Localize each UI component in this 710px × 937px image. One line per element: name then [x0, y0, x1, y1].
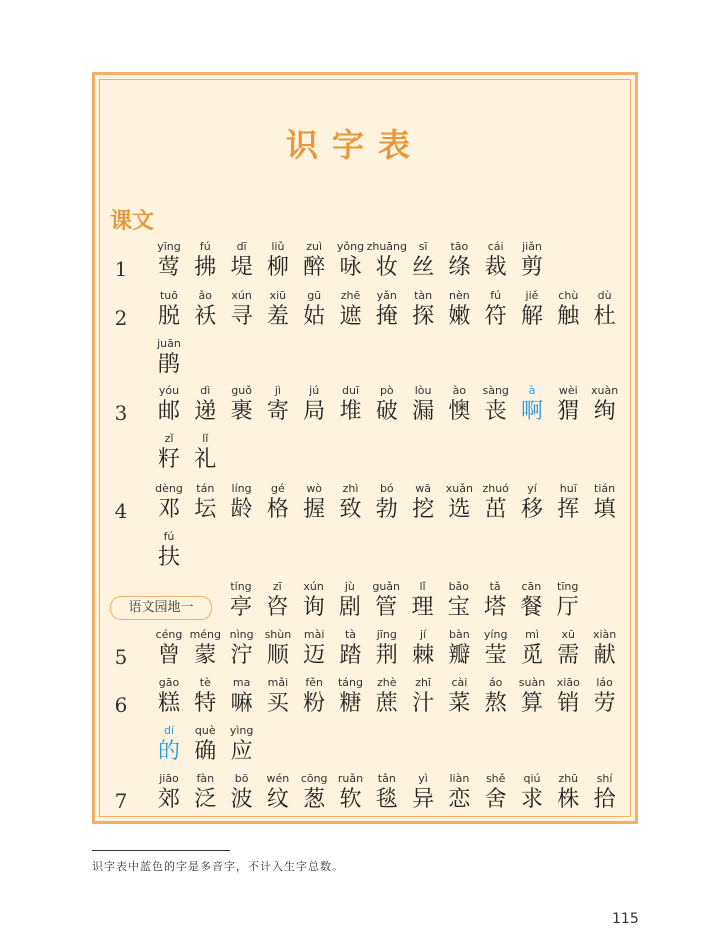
pinyin: láo	[596, 676, 613, 689]
hanzi: 迈	[303, 643, 326, 668]
pinyin: fú	[199, 240, 211, 253]
hanzi: 解	[520, 304, 543, 329]
pinyin: tāo	[450, 240, 469, 253]
pinyin: juān	[157, 337, 181, 350]
pinyin: líng	[231, 482, 252, 495]
hanzi: 裹	[230, 399, 253, 424]
hanzi: 算	[520, 691, 543, 716]
hanzi: 堤	[230, 255, 253, 280]
pinyin: tián	[594, 482, 616, 495]
hanzi: 嘛	[230, 691, 253, 716]
hanzi: 莺	[157, 255, 180, 280]
hanzi: 劳	[593, 691, 616, 716]
hanzi: 堆	[339, 399, 362, 424]
pinyin: sī	[418, 240, 428, 253]
hanzi: 挖	[412, 497, 435, 522]
hanzi: 妆	[375, 255, 398, 280]
hanzi: 致	[339, 497, 362, 522]
pinyin: nìng	[229, 628, 254, 641]
pinyin: xiū	[269, 289, 287, 302]
hanzi: 糕	[157, 691, 180, 716]
hanzi: 餐	[520, 595, 543, 620]
lesson-number: 2	[114, 306, 128, 330]
pinyin: wèi	[558, 384, 578, 397]
pinyin: chù	[558, 289, 579, 302]
hanzi: 杜	[593, 304, 616, 329]
pinyin: bǎo	[448, 580, 470, 593]
hanzi: 猬	[557, 399, 580, 424]
pinyin: zhuāng	[366, 240, 407, 253]
pinyin: zhì	[342, 482, 359, 495]
hanzi: 汁	[412, 691, 435, 716]
hanzi: 泞	[230, 643, 253, 668]
pinyin: jīng	[376, 628, 397, 641]
hanzi: 填	[593, 497, 616, 522]
pinyin: zhī	[415, 676, 431, 689]
lesson-number: 7	[114, 789, 128, 813]
pinyin: táng	[337, 676, 363, 689]
hanzi: 局	[303, 399, 326, 424]
pinyin: dí	[163, 724, 175, 737]
pinyin: yǒng	[336, 240, 365, 253]
pinyin: zǐ	[164, 432, 174, 445]
lesson-number: 1	[114, 257, 128, 281]
pinyin: xún	[303, 580, 324, 593]
hanzi: 掩	[375, 304, 398, 329]
hanzi: 格	[266, 497, 289, 522]
hanzi: 确	[194, 739, 217, 764]
hanzi: 选	[448, 497, 471, 522]
hanzi: 的	[157, 739, 180, 764]
pinyin: jú	[309, 384, 320, 397]
hanzi: 脱	[157, 304, 180, 329]
hanzi: 泛	[194, 787, 217, 812]
hanzi: 握	[303, 497, 326, 522]
pinyin: tǎn	[377, 772, 396, 785]
pinyin: duī	[341, 384, 359, 397]
hanzi: 邮	[157, 399, 180, 424]
hanzi: 递	[194, 399, 217, 424]
hanzi: 鹃	[157, 352, 180, 377]
hanzi: 触	[557, 304, 580, 329]
hanzi: 拾	[593, 787, 616, 812]
hanzi: 求	[520, 787, 543, 812]
character-cell	[587, 384, 623, 428]
pinyin: cān	[521, 580, 542, 593]
hanzi: 舍	[484, 787, 507, 812]
character-cell	[587, 772, 623, 816]
pinyin: xuàn	[590, 384, 619, 397]
hanzi: 寻	[230, 304, 253, 329]
character-cell	[151, 530, 187, 574]
pinyin: yǎn	[376, 289, 397, 302]
pinyin: ǎo	[198, 289, 213, 302]
pinyin: mì	[525, 628, 539, 641]
pinyin: liàn	[449, 772, 470, 785]
pinyin: liǔ	[271, 240, 285, 253]
character-cell	[587, 628, 623, 672]
hanzi: 买	[266, 691, 289, 716]
pinyin: fěn	[305, 676, 323, 689]
pinyin: ma	[232, 676, 251, 689]
pinyin: suàn	[518, 676, 546, 689]
pinyin: gé	[271, 482, 285, 495]
pinyin: zhū	[558, 772, 579, 785]
pinyin: tíng	[230, 580, 252, 593]
hanzi: 蔗	[375, 691, 398, 716]
page-number: 115	[612, 911, 639, 927]
pinyin: dì	[200, 384, 211, 397]
pinyin: lòu	[414, 384, 432, 397]
pinyin: mǎi	[267, 676, 289, 689]
pinyin: zhē	[340, 289, 361, 302]
character-cell	[514, 240, 550, 284]
pinyin: bō	[234, 772, 249, 785]
hanzi: 礼	[194, 447, 217, 472]
pinyin: cài	[451, 676, 468, 689]
hanzi: 嫩	[448, 304, 471, 329]
hanzi: 恋	[448, 787, 471, 812]
pinyin: dù	[597, 289, 612, 302]
hanzi: 询	[302, 595, 325, 620]
footnote-rule	[92, 850, 230, 851]
hanzi: 柳	[266, 255, 289, 280]
hanzi: 丧	[484, 399, 507, 424]
hanzi: 厅	[556, 595, 579, 620]
pinyin: xū	[561, 628, 576, 641]
pinyin: wā	[415, 482, 431, 495]
hanzi: 销	[557, 691, 580, 716]
hanzi: 破	[375, 399, 398, 424]
character-cell	[151, 337, 187, 381]
hanzi: 扶	[157, 545, 180, 570]
pinyin: jù	[344, 580, 355, 593]
pinyin: yì	[418, 772, 428, 785]
hanzi: 管	[375, 595, 398, 620]
hanzi: 理	[411, 595, 434, 620]
character-cell	[587, 482, 623, 526]
pinyin: zhuó	[482, 482, 509, 495]
hanzi: 亭	[229, 595, 252, 620]
hanzi: 醉	[303, 255, 326, 280]
character-cell	[224, 724, 260, 768]
hanzi: 裁	[484, 255, 507, 280]
hanzi: 懊	[448, 399, 471, 424]
pinyin: yóu	[158, 384, 180, 397]
hanzi: 符	[484, 304, 507, 329]
pinyin: gū	[307, 289, 322, 302]
hanzi: 熬	[484, 691, 507, 716]
pinyin: ruǎn	[337, 772, 364, 785]
pinyin: tīng	[557, 580, 579, 593]
pinyin: shí	[596, 772, 613, 785]
hanzi: 踏	[339, 643, 362, 668]
hanzi: 绦	[448, 255, 471, 280]
pinyin: áo	[488, 676, 503, 689]
hanzi: 龄	[230, 497, 253, 522]
pinyin: jì	[274, 384, 281, 397]
pinyin: à	[528, 384, 536, 397]
pinyin: bó	[379, 482, 394, 495]
section-title: 课文	[110, 208, 155, 234]
pinyin: jiǎn	[522, 240, 542, 253]
hanzi: 遮	[339, 304, 362, 329]
pinyin: mài	[303, 628, 325, 641]
hanzi: 拂	[194, 255, 217, 280]
hanzi: 寄	[266, 399, 289, 424]
pinyin: dī	[236, 240, 247, 253]
hanzi: 粉	[303, 691, 326, 716]
character-cell	[587, 289, 623, 333]
pinyin: gāo	[158, 676, 180, 689]
pinyin: què	[194, 724, 216, 737]
hanzi: 剪	[520, 255, 543, 280]
pinyin: xuǎn	[445, 482, 473, 495]
hanzi: 特	[194, 691, 217, 716]
hanzi: 需	[557, 643, 580, 668]
hanzi: 觅	[520, 643, 543, 668]
hanzi: 咨	[266, 595, 289, 620]
pinyin: tuō	[159, 289, 178, 302]
hanzi: 籽	[157, 447, 180, 472]
lesson-number: 3	[114, 401, 128, 425]
pinyin: cái	[487, 240, 504, 253]
pinyin: bàn	[449, 628, 470, 641]
hanzi: 毯	[375, 787, 398, 812]
hanzi: 袄	[194, 304, 217, 329]
lesson-number: 6	[114, 693, 128, 717]
pinyin: nèn	[449, 289, 470, 302]
pinyin: tǎ	[489, 580, 501, 593]
pinyin: wò	[306, 482, 323, 495]
hanzi: 葱	[303, 787, 326, 812]
pinyin: lǐ	[419, 580, 426, 593]
hanzi: 蒙	[194, 643, 217, 668]
hanzi: 荆	[375, 643, 398, 668]
pinyin: zhè	[377, 676, 397, 689]
hanzi: 宝	[447, 595, 470, 620]
hanzi: 软	[339, 787, 362, 812]
pinyin: jí	[420, 628, 427, 641]
pinyin: fú	[163, 530, 175, 543]
pinyin: huī	[559, 482, 577, 495]
pinyin: tàn	[414, 289, 433, 302]
pinyin: qiú	[523, 772, 541, 785]
pinyin: yí	[527, 482, 537, 495]
pinyin: xún	[231, 289, 252, 302]
pinyin: tà	[344, 628, 357, 641]
hanzi: 啊	[520, 399, 543, 424]
pinyin: cōng	[300, 772, 328, 785]
hanzi: 瓣	[448, 643, 471, 668]
hanzi: 献	[593, 643, 616, 668]
hanzi: 羞	[266, 304, 289, 329]
hanzi: 勃	[375, 497, 398, 522]
pinyin: xiāo	[556, 676, 580, 689]
pinyin: tán	[196, 482, 215, 495]
hanzi: 应	[230, 739, 253, 764]
pinyin: zī	[272, 580, 282, 593]
hanzi: 邓	[157, 497, 180, 522]
pinyin: fàn	[196, 772, 215, 785]
hanzi: 郊	[157, 787, 180, 812]
character-cell	[187, 432, 223, 476]
pinyin: wén	[266, 772, 290, 785]
pinyin: yīng	[157, 240, 181, 253]
hanzi: 曾	[157, 643, 180, 668]
pinyin: jiě	[525, 289, 539, 302]
hanzi: 纹	[266, 787, 289, 812]
pinyin: sàng	[482, 384, 509, 397]
hanzi: 株	[557, 787, 580, 812]
hanzi: 波	[230, 787, 253, 812]
page-title: 识字表	[285, 126, 424, 164]
hanzi: 姑	[303, 304, 326, 329]
pinyin: méng	[189, 628, 222, 641]
pinyin: dèng	[155, 482, 183, 495]
pinyin: shùn	[264, 628, 292, 641]
hanzi: 绚	[593, 399, 616, 424]
pinyin: jiāo	[159, 772, 179, 785]
hanzi: 挥	[557, 497, 580, 522]
pinyin: guǒ	[231, 384, 252, 397]
hanzi: 棘	[412, 643, 435, 668]
hanzi: 茁	[484, 497, 507, 522]
pinyin: shě	[485, 772, 506, 785]
pinyin: guǎn	[372, 580, 401, 593]
pinyin: fú	[490, 289, 502, 302]
character-cell	[587, 676, 623, 720]
hanzi: 异	[412, 787, 435, 812]
hanzi: 移	[520, 497, 543, 522]
hanzi: 顺	[266, 643, 289, 668]
character-cell	[550, 580, 586, 624]
hanzi: 咏	[339, 255, 362, 280]
hanzi: 探	[412, 304, 435, 329]
hanzi: 塔	[484, 595, 507, 620]
hanzi: 坛	[194, 497, 217, 522]
hanzi: 丝	[412, 255, 435, 280]
pinyin: yíng	[483, 628, 508, 641]
pinyin: yìng	[229, 724, 254, 737]
hanzi: 剧	[338, 595, 361, 620]
lesson-number: 5	[114, 645, 128, 669]
hanzi: 糖	[339, 691, 362, 716]
hanzi: 莹	[484, 643, 507, 668]
pinyin: céng	[155, 628, 183, 641]
pinyin: zuì	[306, 240, 323, 253]
pinyin: xiàn	[592, 628, 617, 641]
hanzi: 菜	[448, 691, 471, 716]
pinyin: tè	[199, 676, 211, 689]
pinyin: ào	[452, 384, 467, 397]
hanzi: 漏	[412, 399, 435, 424]
garden-badge: 语文园地一	[110, 596, 212, 620]
lesson-number: 4	[114, 499, 128, 523]
footnote: 识字表中蓝色的字是多音字，不计入生字总数。	[92, 860, 344, 873]
pinyin: lǐ	[202, 432, 209, 445]
pinyin: pò	[379, 384, 394, 397]
